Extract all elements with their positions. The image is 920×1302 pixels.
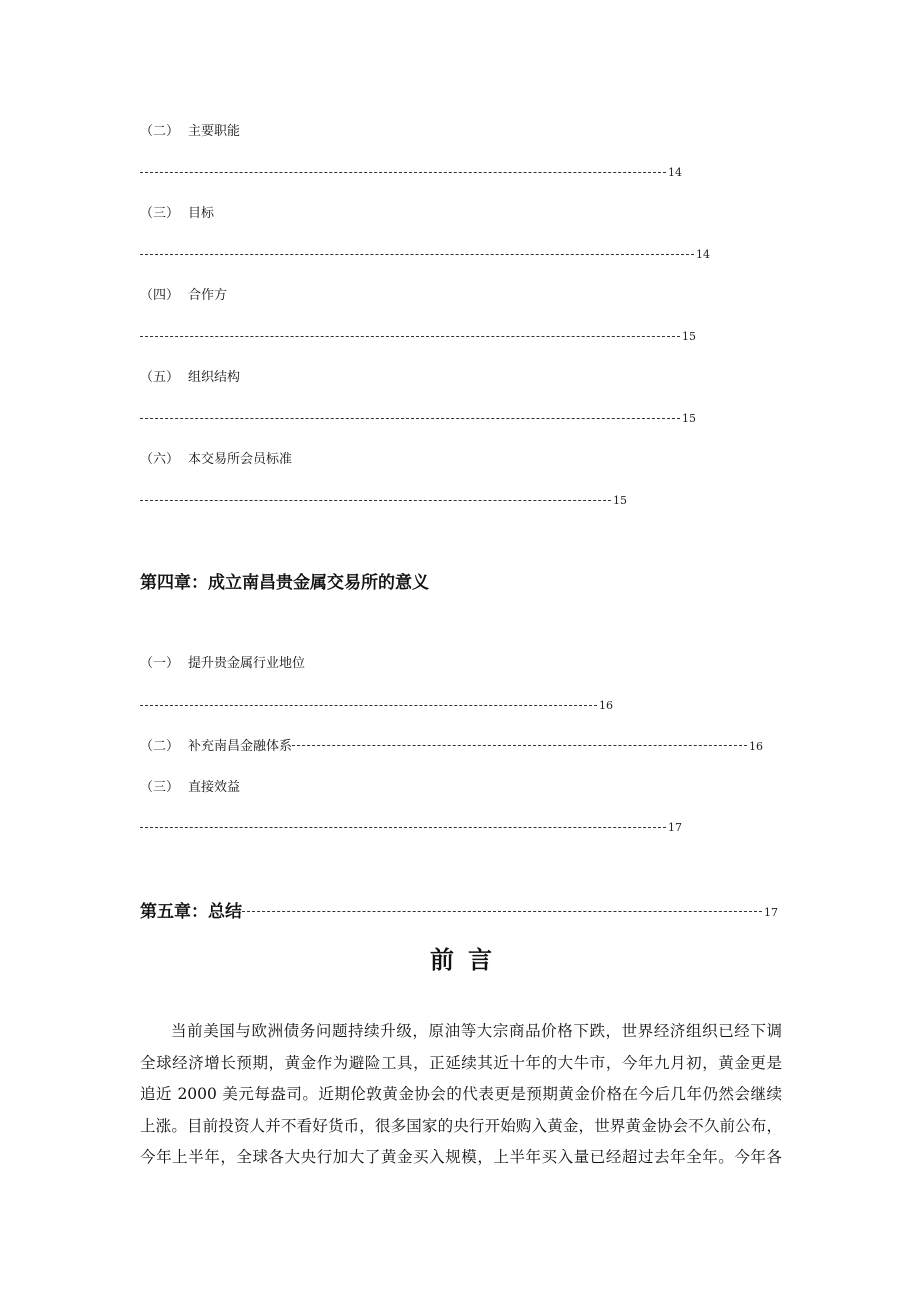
- toc-leader: [140, 494, 627, 508]
- toc-page-number: 15: [682, 330, 696, 343]
- toc-leader: [140, 330, 696, 344]
- toc-page-number: 14: [668, 166, 682, 179]
- paragraph-line: 上涨。目前投资人并不看好货币，很多国家的央行开始购入黄金，世界黄金协会不久前公布，: [140, 1116, 782, 1135]
- toc-entry-number: （二）: [140, 124, 180, 139]
- toc-chapter-heading: 第五章：总结: [140, 902, 242, 922]
- toc-entry-number: （四）: [140, 288, 180, 303]
- toc-entry-number: （二）: [140, 739, 180, 754]
- page-title: 前言: [430, 946, 506, 974]
- paragraph-line: 今年上半年，全球各大央行加大了黄金买入规模，上半年买入量已经超过去年全年。今年各: [140, 1148, 782, 1167]
- toc-entry-title: 直接效益: [188, 780, 241, 795]
- toc-entry[interactable]: [140, 288, 227, 304]
- toc-entry[interactable]: [140, 124, 240, 140]
- toc-entry-number: （五）: [140, 370, 180, 385]
- toc-chapter-heading[interactable]: 第四章：成立南昌贵金属交易所的意义: [140, 573, 429, 593]
- toc-entry[interactable]: [140, 452, 292, 468]
- toc-page-number: 17: [764, 905, 778, 919]
- toc-entry-number: （三）: [140, 206, 180, 221]
- toc-page-number: 14: [696, 248, 710, 261]
- toc-page-number: 16: [749, 739, 764, 753]
- toc-leader: [140, 821, 682, 835]
- toc-leader: [140, 699, 613, 713]
- paragraph-line: 追近 2000 美元每盎司。近期伦敦黄金协会的代表更是预期黄金价格在今后几年仍然会继续: [140, 1085, 782, 1104]
- toc-leader: [140, 248, 710, 262]
- paragraph-line: 当前美国与欧洲债务问题持续升级，原油等大宗商品价格下跌，世界经济组织已经下调: [171, 1022, 782, 1040]
- paragraph-line: 全球经济增长预期，黄金作为避险工具，正延续其近十年的大牛市，今年九月初，黄金更是: [140, 1053, 782, 1072]
- toc-entry-title: 本交易所会员标准: [188, 452, 293, 467]
- toc-entry[interactable]: [140, 780, 240, 796]
- toc-entry-title: 组织结构: [188, 370, 241, 385]
- toc-entry[interactable]: [140, 206, 214, 222]
- preface-paragraph: [140, 1016, 782, 1174]
- toc-entry[interactable]: [140, 656, 305, 672]
- toc-entry-number: （六）: [140, 452, 180, 467]
- toc-entry-number: （一）: [140, 656, 180, 671]
- toc-page-number: 16: [599, 699, 613, 712]
- toc-entry-title: 提升贵金属行业地位: [188, 656, 306, 671]
- toc-leader: [242, 906, 778, 920]
- toc-chapter-entry[interactable]: [140, 901, 778, 923]
- toc-leader: [140, 166, 682, 180]
- toc-entry-title: 合作方: [188, 288, 228, 303]
- toc-entry-title: 目标: [188, 206, 215, 221]
- toc-entry-title: 主要职能: [188, 124, 241, 139]
- toc-leader: [140, 412, 696, 426]
- toc-page-number: 15: [613, 494, 627, 507]
- toc-page-number: 15: [682, 412, 696, 425]
- toc-entry[interactable]: [140, 370, 240, 386]
- toc-page-number: 17: [668, 821, 682, 834]
- toc-entry-number: （三）: [140, 780, 180, 795]
- toc-entry[interactable]: [140, 739, 763, 755]
- toc-entry-title: 补充南昌金融体系: [188, 739, 293, 754]
- toc-leader: [292, 740, 763, 754]
